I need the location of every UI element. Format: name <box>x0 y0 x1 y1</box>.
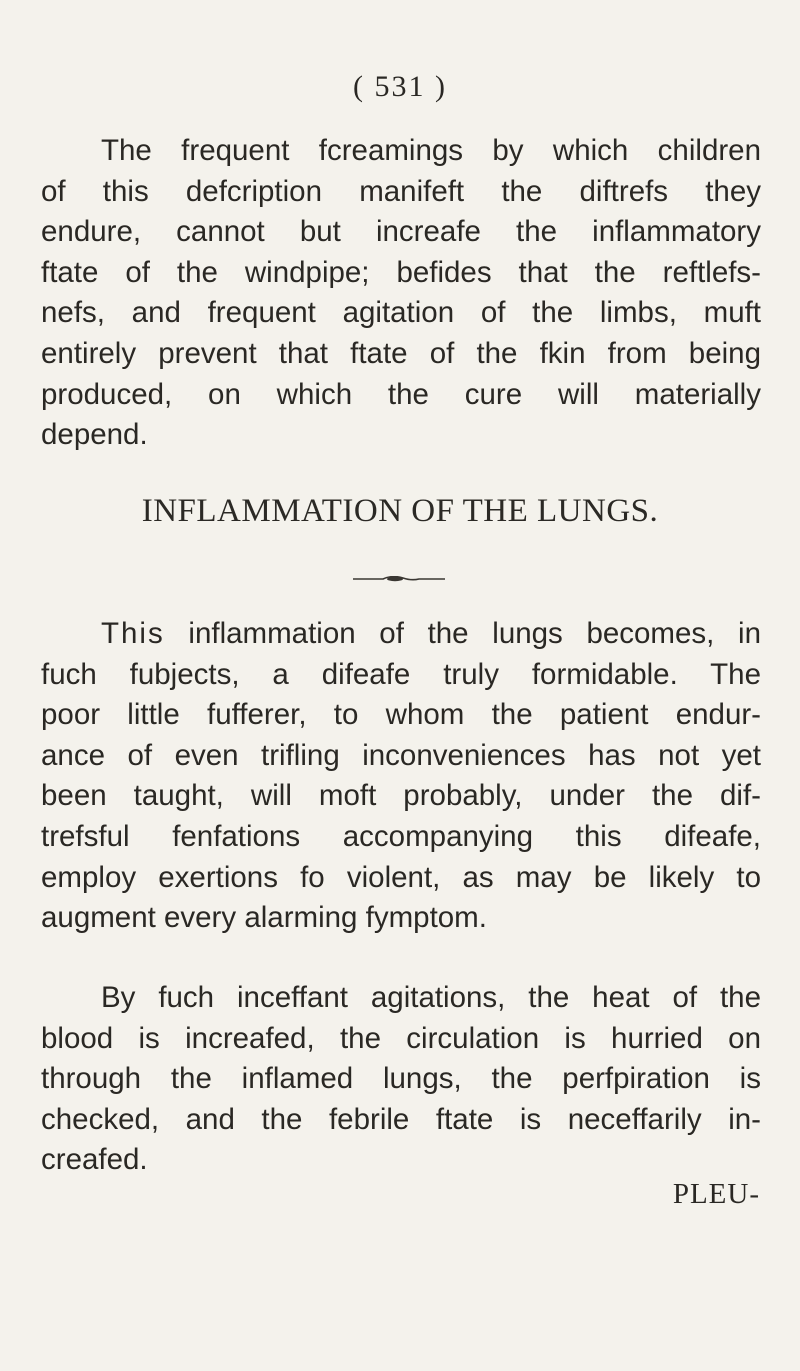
paragraph-line: produced, on which the cure will materially <box>41 377 761 411</box>
paragraph-line: depend. <box>41 418 148 452</box>
paragraph-line: of this defcription manifeft the diftrefs they <box>41 174 761 208</box>
page-number: ( 531 ) <box>353 70 447 103</box>
paragraph-line: blood is increafed, the circulation is hurried on <box>41 1021 761 1055</box>
paragraph-line <box>41 614 761 655</box>
paragraph-line: ance of even trifling inconveniences has not yet <box>41 738 761 772</box>
paragraph-line: trefsful fenfations accompanying this difeafe, <box>41 819 761 853</box>
paragraph-1 <box>41 131 761 456</box>
ornament-rule-icon <box>353 576 445 582</box>
paragraph-line: creafed. <box>41 1143 148 1177</box>
section-heading: INFLAMMATION OF THE LUNGS. <box>141 493 659 529</box>
paragraph-line: employ exertions fo violent, as may be likely to <box>41 860 761 894</box>
paragraph-line: endure, cannot but increafe the inflammatory <box>41 215 761 249</box>
paragraph-line: fuch fubjects, a difeafe truly formidable. The <box>41 657 761 691</box>
paragraph-line: ftate of the windpipe; befides that the reftlefs- <box>41 255 761 289</box>
paragraph-line: poor little fufferer, to whom the patient endur- <box>41 698 761 732</box>
catchword: PLEU- <box>672 1178 760 1210</box>
paragraph-line: nefs, and frequent agitation of the limbs, muft <box>41 296 761 330</box>
paragraph-2 <box>41 614 761 939</box>
paragraph-line: through the inflamed lungs, the perfpiration is <box>41 1062 761 1096</box>
paragraph-line: been taught, will moft probably, under the dif- <box>41 779 761 813</box>
paragraph-line: augment every alarming fymptom. <box>41 901 487 935</box>
first-word: This <box>101 617 165 650</box>
paragraph-line: The frequent fcreamings by which children <box>101 134 761 167</box>
paragraph-line: checked, and the febrile ftate is neceffarily in- <box>41 1102 761 1136</box>
paragraph-line: entirely prevent that ftate of the fkin from being <box>41 336 761 370</box>
paragraph-3 <box>41 978 761 1181</box>
paragraph-line: By fuch inceffant agitations, the heat of the <box>101 981 761 1014</box>
first-line-text: inflammation of the lungs becomes, in <box>188 617 761 650</box>
